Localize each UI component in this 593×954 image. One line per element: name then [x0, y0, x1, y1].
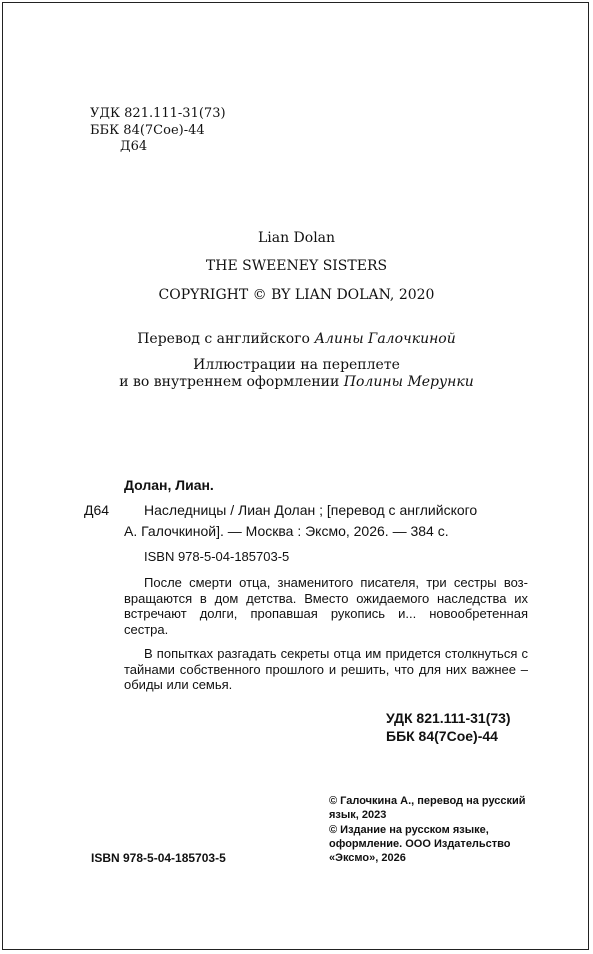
- illustrator-name: Полины Мерунки: [343, 374, 474, 390]
- original-copyright: COPYRIGHT © BY LIAN DOLAN, 2020: [158, 287, 435, 303]
- abstract-paragraph-2: В попытках разгадать секреты отца им придется столкнуться с тайнами собственного прошлого и решить, что для них важнее – обиды или семья.: [124, 646, 528, 692]
- header-bbk: ББК 84(7Сое)-44: [90, 123, 205, 138]
- catalog-heading: Долан, Лиан.: [124, 477, 214, 493]
- catalog-description-line1: Наследницы / Лиан Долан ; [перевод с английского: [144, 502, 478, 518]
- illustrations-line1: Иллюстрации на переплете: [193, 357, 400, 373]
- catalog-author-mark: Д64: [84, 502, 110, 518]
- illustrations-credit: [0, 375, 593, 389]
- catalog-bbk: ББК 84(7Сое)-44: [386, 728, 498, 744]
- header-author-mark: Д64: [120, 139, 148, 154]
- original-author: Lian Dolan: [257, 230, 336, 246]
- catalog-isbn: ISBN 978-5-04-185703-5: [144, 549, 290, 564]
- copyright-edition: © Издание на русском языке, оформление. ООО Издательство «Эксмо», 2026: [329, 824, 511, 864]
- original-title: THE SWEENEY SISTERS: [205, 258, 388, 274]
- copyright-translation: © Галочкина А., перевод на русский язык, 2023: [329, 795, 526, 821]
- catalog-udk: УДК 821.111-31(73): [386, 710, 511, 726]
- catalog-description-line2: А. Галочкиной]. — Москва : Эксмо, 2026. — 384 с.: [124, 523, 449, 539]
- translation-prefix: Перевод с английского: [137, 331, 315, 347]
- header-udk: УДК 821.111-31(73): [90, 106, 226, 121]
- translation-credit: [0, 332, 593, 346]
- footer-isbn: ISBN 978-5-04-185703-5: [91, 851, 226, 865]
- illustrations-prefix: и во внутреннем оформлении: [119, 374, 344, 390]
- translator-name: Алины Галочкиной: [314, 331, 456, 347]
- abstract-paragraph-1: После смерти отца, знаменитого писателя, три сестры возвращаются в дом детства. Вместо ожидаемого наследства их встречают долги, пропавшая рукопись и... новообретенная сестра.: [124, 575, 528, 637]
